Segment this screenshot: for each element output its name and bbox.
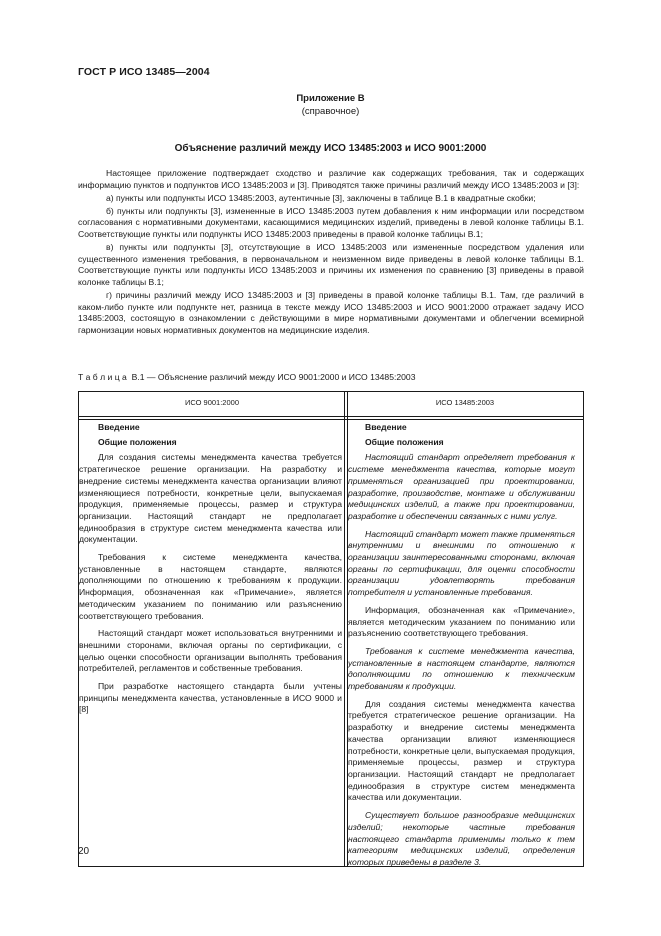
- left-heading-intro: Введение: [98, 422, 140, 432]
- left-column: [79, 420, 342, 722]
- annex-title: Приложение В: [296, 93, 365, 104]
- document-header: ГОСТ Р ИСО 13485—2004: [78, 66, 210, 78]
- intro-item-b: б) пункты или подпункты [3], измененные в ИСО 13485:2003 путем добавления к ним информации или посредством согласования с нормативными документами, касающимися медицинских изделий, приведены в левой колонке таблицы В.1. Соответствующие пункты или подпункты ИСО 13485:2003 приведены в правой колонке таблицы В.1;: [78, 205, 584, 239]
- right-paragraph: Информация, обозначенная как «Примечание», является методическим указанием по пониманию или разъяснению соответствующего требования.: [348, 604, 575, 639]
- left-paragraph: Для создания системы менеджмента качества требуется стратегическое решение организации. На разработку и внедрение системы менеджмента качества организации влияют изменяющиеся потребности, конкретные цели, выпускаемая продукция, применяемые процессы, размер и структура организации. Настоящий стандарт не предполагает единообразия в структуре систем менеджмента качества или документации.: [79, 452, 342, 545]
- left-heading-general: Общие положения: [98, 436, 177, 447]
- column-header-iso13485: ИСО 13485:2003: [435, 398, 495, 407]
- right-heading-general: Общие положения: [365, 436, 444, 447]
- table-header-rule: [79, 416, 583, 417]
- column-header-iso9001: ИСО 9001:2000: [184, 398, 239, 407]
- right-paragraph: Требования к системе менеджмента качества, установленные в настоящем стандарте, являются дополняющими по отношению к техническим требованиям к продукции.: [348, 645, 575, 692]
- right-paragraph: Настоящий стандарт может также применяться внутренними и внешними по отношению к организации заинтересованными сторонами, включая органы по сертификации, для оценки способности организации удовлетворять требования потребителя и установленные требования.: [348, 528, 575, 598]
- left-paragraph: Требования к системе менеджмента качества, установленные в настоящем стандарте, являются дополняющими по отношению к требованиям к продукции. Информация, обозначенная как «Примечание», является методическим указанием по пониманию или разъяснению соответствующего требования.: [79, 552, 342, 621]
- intro-item-v: в) пункты или подпункты [3], отсутствующие в ИСО 13485:2003 или измененные посредством удаления или существенного изменения требования, в первоначальном и неизменном виде приведены в левой колонке таблицы В.1. Соответствующие пункты или подпункты ИСО 13485:2003 и причины их изменения по сравнению [3] приведены в правой колонке таблицы В.1;: [78, 242, 584, 287]
- right-column: [348, 420, 575, 875]
- right-paragraph: Для создания системы менеджмента качества требуется стратегическое решение организации. На разработку и внедрение системы менеджмента качества организации влияют изменяющиеся потребности, конкретные цели, выпускаемая продукция, применяемые процессы, размер и структура организации. Настоящий стандарт не предполагает единообразия в структуре систем менеджмента качества или документации.: [348, 698, 575, 803]
- right-paragraph: Существует большое разнообразие медицинских изделий; некоторые частные требования настоящего стандарта применимы только к тем категориям медицинских изделий, определения которых приведены в разделе 3.: [348, 810, 575, 867]
- right-heading-intro: Введение: [365, 422, 407, 432]
- table-divider: [344, 392, 345, 866]
- left-paragraph: Настоящий стандарт может использоваться внутренними и внешними сторонами, включая органы по сертификации, с целью оценки способности организации выполнять требования потребителей, регламентов и собственные требования.: [79, 628, 342, 674]
- annex-subtitle: (справочное): [301, 106, 360, 117]
- comparison-table: [78, 391, 584, 867]
- table-caption: Т а б л и ц а В.1 — Объяснение различий между ИСО 9001:2000 и ИСО 13485:2003: [78, 372, 416, 382]
- intro-paragraph: Настоящее приложение подтверждает сходство и различие как содержащих требования, так и содержащих информацию пунктов и подпунктов ИСО 13485:2003 и [3]. Приводятся также причины различий между ИСО 13485:2003 и [3]:: [78, 168, 584, 190]
- right-paragraph: Настоящий стандарт определяет требования к системе менеджмента качества, которые могут применяться организацией при проектировании, разработке, производстве, монтаже и обслуживании медицинских изделий, а также при проектировании, разработке и обеспечении связанных с ними услуг.: [348, 452, 575, 521]
- page-number: 20: [78, 846, 90, 857]
- left-paragraph: При разработке настоящего стандарта были учтены принципы менеджмента качества, установленные в ИСО 9000 и [8]: [79, 681, 342, 715]
- intro-item-a: а) пункты или подпункты ИСО 13485:2003, аутентичные [3], заключены в таблице В.1 в квадратные скобки;: [106, 192, 536, 203]
- intro-text: [78, 168, 584, 338]
- section-heading: Объяснение различий между ИСО 13485:2003 и ИСО 9001:2000: [174, 143, 487, 154]
- intro-item-g: г) причины различий между ИСО 13485:2003 и [3] приведены в правой колонке таблицы В.1. Там, где различий в каком-либо пункте или подпункте нет, разница в тексте между ИСО 13485:2003 и ИСО 9001:2000 отражает задачу ИСО 13485:2003, состоящую в ознакомлении с действующими в мире нормативными документами и облегчении всемирной гармонизации новых нормативных документов на медицинские изделия.: [78, 289, 584, 335]
